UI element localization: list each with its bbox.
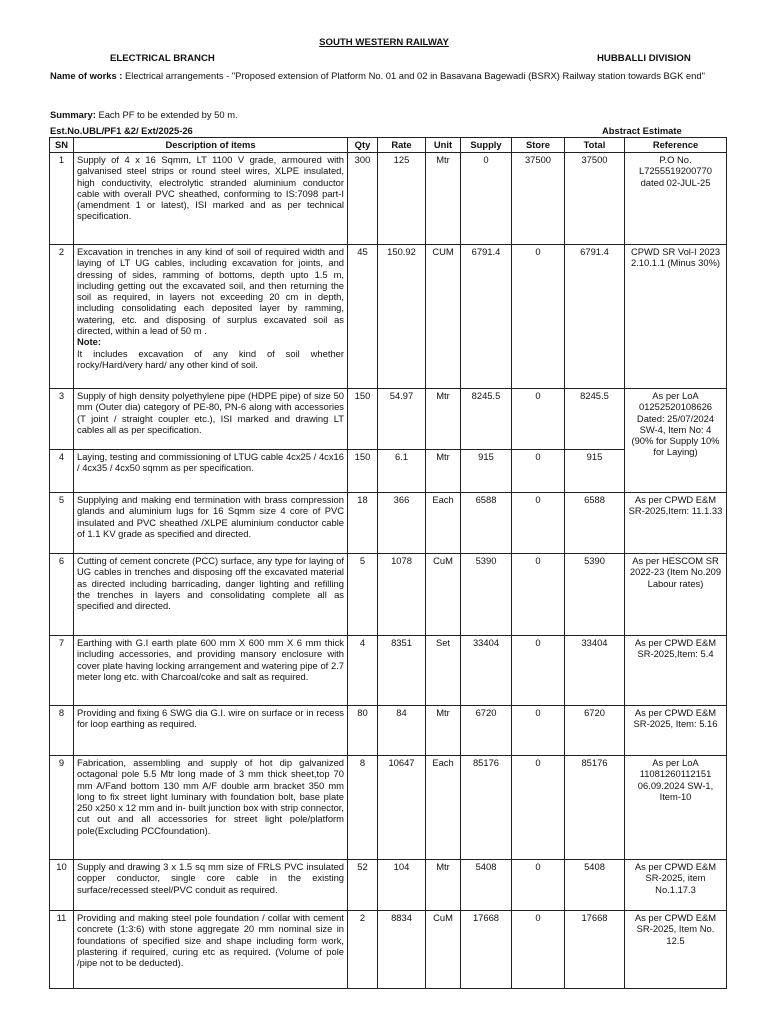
cell-total: 5390 xyxy=(565,554,625,636)
cell-store: 0 xyxy=(512,860,565,911)
cell-description: Supply of 4 x 16 Sqmm, LT 1100 V grade, armoured with galvanised steel strips or round steel wires, XLPE insulated, high conductivity, electrolytic stranded aluminium conductor cable with overall PVC sheathed, conforming to IS:7098 part-I (amendment 1 or latest), ISI marked and as per technical specification. xyxy=(74,153,348,245)
cell-store: 0 xyxy=(512,450,565,493)
cell-sn: 6 xyxy=(50,554,74,636)
cell-total: 33404 xyxy=(565,636,625,706)
cell-sn: 1 xyxy=(50,153,74,245)
cell-unit: Mtr xyxy=(426,860,461,911)
cell-store: 37500 xyxy=(512,153,565,245)
cell-sn: 3 xyxy=(50,389,74,450)
cell-rate: 8834 xyxy=(378,911,426,989)
cell-total: 5408 xyxy=(565,860,625,911)
cell-store: 0 xyxy=(512,389,565,450)
table-row xyxy=(50,636,727,706)
cell-rate: 10647 xyxy=(378,756,426,860)
cell-total: 6791.4 xyxy=(565,245,625,389)
table-row xyxy=(50,493,727,554)
col-header-rate: Rate xyxy=(378,138,426,153)
cell-rate: 1078 xyxy=(378,554,426,636)
table-row xyxy=(50,389,727,450)
cell-sn: 7 xyxy=(50,636,74,706)
cell-unit: Set xyxy=(426,636,461,706)
table-header-row xyxy=(50,138,727,153)
cell-sn: 11 xyxy=(50,911,74,989)
table-row xyxy=(50,860,727,911)
cell-description: Earthing with G.I earth plate 600 mm X 600 mm X 6 mm thick including accessories, and providing mansory enclosure with cover plate having locking arrangement and watering pipe of 2.7 meter long etc. with Charcoal/coke and salt as required. xyxy=(74,636,348,706)
cell-supply: 5408 xyxy=(461,860,512,911)
estimate-table xyxy=(49,137,727,989)
summary-label: Summary: xyxy=(50,109,96,120)
cell-rate: 125 xyxy=(378,153,426,245)
cell-rate: 104 xyxy=(378,860,426,911)
cell-description: Supply and drawing 3 x 1.5 sq mm size of FRLS PVC insulated copper conductor, single core cable in the existing surface/recessed steel/PVC conduit as required. xyxy=(74,860,348,911)
cell-supply: 6791.4 xyxy=(461,245,512,389)
cell-reference: As per HESCOM SR 2022-23 (Item No.209 Labour rates) xyxy=(625,554,727,636)
cell-qty: 150 xyxy=(348,450,378,493)
cell-qty: 150 xyxy=(348,389,378,450)
col-header-unit: Unit xyxy=(426,138,461,153)
summary xyxy=(50,109,238,120)
col-header-reference: Reference xyxy=(625,138,727,153)
cell-supply: 5390 xyxy=(461,554,512,636)
cell-total: 6588 xyxy=(565,493,625,554)
cell-sn: 2 xyxy=(50,245,74,389)
abstract-estimate-label: Abstract Estimate xyxy=(602,125,682,136)
cell-reference: As per CPWD E&M SR-2025,Item: 5.4 xyxy=(625,636,727,706)
cell-store: 0 xyxy=(512,636,565,706)
table-row xyxy=(50,706,727,756)
organization-title: SOUTH WESTERN RAILWAY xyxy=(319,37,449,48)
division-label: HUBBALLI DIVISION xyxy=(597,53,691,64)
note-text: It includes excavation of any kind of soil whether rocky/Hard/very hard/ any other kind of soil. xyxy=(77,347,344,370)
table-row xyxy=(50,911,727,989)
col-header-description: Description of items xyxy=(74,138,348,153)
cell-supply: 6720 xyxy=(461,706,512,756)
cell-qty: 8 xyxy=(348,756,378,860)
cell-sn: 5 xyxy=(50,493,74,554)
cell-reference: As per LoA 01252520108626 Dated: 25/07/2024 SW-4, Item No: 4 (90% for Supply 10% for Laying) xyxy=(625,389,727,493)
cell-supply: 33404 xyxy=(461,636,512,706)
cell-description: Providing and making steel pole foundation / collar with cement concrete (1:3:6) with stone aggregate 20 mm nominal size in foundations of specified size and shape including form work, plastering if required, curing etc as required. (Volume of pole /pipe not to be deducted). xyxy=(74,911,348,989)
cell-unit: CuM xyxy=(426,911,461,989)
cell-rate: 6.1 xyxy=(378,450,426,493)
cell-description: Fabrication, assembling and supply of hot dip galvanized octagonal pole 5.5 Mtr long made of 3 mm thick sheet,top 70 mm A/Fand bottom 130 mm A/F double arm bracket 350 mm long to fix street light luminary with foundation bolt, base plate 250 x250 x 12 mm and in- built junction box with strip connector, cut out and all accessories for street light pole/platform pole(Excluding PCCfoundation). xyxy=(74,756,348,860)
cell-sn: 4 xyxy=(50,450,74,493)
col-header-supply: Supply xyxy=(461,138,512,153)
works-text: Electrical arrangements - "Proposed extension of Platform No. 01 and 02 in Basavana Bagewadi (BSRX) Railway station towards BGK end" xyxy=(125,70,705,81)
cell-total: 8245.5 xyxy=(565,389,625,450)
cell-description: Providing and fixing 6 SWG dia G.I. wire on surface or in recess for loop earthing as required. xyxy=(74,706,348,756)
cell-rate: 150.92 xyxy=(378,245,426,389)
col-header-store: Store xyxy=(512,138,565,153)
cell-supply: 915 xyxy=(461,450,512,493)
cell-unit: Each xyxy=(426,493,461,554)
cell-rate: 8351 xyxy=(378,636,426,706)
cell-unit: Mtr xyxy=(426,450,461,493)
branch-label: ELECTRICAL BRANCH xyxy=(110,53,215,64)
cell-rate: 84 xyxy=(378,706,426,756)
cell-qty: 52 xyxy=(348,860,378,911)
table-row xyxy=(50,756,727,860)
cell-unit: Mtr xyxy=(426,153,461,245)
cell-total: 37500 xyxy=(565,153,625,245)
col-header-sn: SN xyxy=(50,138,74,153)
col-header-qty: Qty xyxy=(348,138,378,153)
cell-rate: 366 xyxy=(378,493,426,554)
summary-text: Each PF to be extended by 50 m. xyxy=(98,109,238,120)
cell-supply: 8245.5 xyxy=(461,389,512,450)
cell-reference: As per LoA 11081260112151 06.09.2024 SW-1, Item-10 xyxy=(625,756,727,860)
cell-total: 85176 xyxy=(565,756,625,860)
cell-total: 6720 xyxy=(565,706,625,756)
cell-store: 0 xyxy=(512,245,565,389)
cell-store: 0 xyxy=(512,493,565,554)
cell-description: Laying, testing and commissioning of LTUG cable 4cx25 / 4cx16 / 4cx35 / 4cx50 sqmm as per specification. xyxy=(74,450,348,493)
cell-qty: 2 xyxy=(348,911,378,989)
cell-sn: 10 xyxy=(50,860,74,911)
cell-qty: 4 xyxy=(348,636,378,706)
cell-store: 0 xyxy=(512,911,565,989)
cell-qty: 45 xyxy=(348,245,378,389)
cell-supply: 17668 xyxy=(461,911,512,989)
estimate-number: Est.No.UBL/PF1 &2/ Ext/2025-26 xyxy=(50,125,193,136)
cell-unit: CuM xyxy=(426,554,461,636)
cell-description: Supplying and making end termination with brass compression glands and aluminium lugs for 16 Sqmm size 4 core of PVC insulated and PVC sheathed /XLPE aluminium conductor cable of 1.1 KV grade as specified and directed. xyxy=(74,493,348,554)
table-row xyxy=(50,554,727,636)
cell-sn: 8 xyxy=(50,706,74,756)
cell-reference: As per CPWD E&M SR-2025, Item No. 12.5 xyxy=(625,911,727,989)
cell-qty: 80 xyxy=(348,706,378,756)
cell-supply: 6588 xyxy=(461,493,512,554)
cell-reference: CPWD SR Vol-I 2023 2.10.1.1 (Minus 30%) xyxy=(625,245,727,389)
cell-reference: As per CPWD E&M SR-2025,Item: 11.1.33 xyxy=(625,493,727,554)
cell-unit: Each xyxy=(426,756,461,860)
cell-reference: As per CPWD E&M SR-2025, Item: 5.16 xyxy=(625,706,727,756)
cell-description xyxy=(74,245,348,389)
description-text: Excavation in trenches in any kind of soil of required width and laying of LT UG cables, including excavation for joints, and dressing of sides, ramming of bottoms, depth upto 1.5 m, including getting out the excavated soil, and then returning the soil as required, in layers not exceeding 20 cm in depth, including consolidating each deposited layer by ramming, watering, etc. and disposing of surplus excavated soil as directed, within a lead of 50 m . xyxy=(77,246,344,337)
cell-total: 17668 xyxy=(565,911,625,989)
cell-qty: 5 xyxy=(348,554,378,636)
cell-supply: 85176 xyxy=(461,756,512,860)
cell-qty: 18 xyxy=(348,493,378,554)
cell-store: 0 xyxy=(512,756,565,860)
cell-unit: Mtr xyxy=(426,706,461,756)
cell-reference: P.O No. L7255519200770 dated 02-JUL-25 xyxy=(625,153,727,245)
cell-reference: As per CPWD E&M SR-2025, item No.1.17.3 xyxy=(625,860,727,911)
name-of-works xyxy=(50,69,730,82)
cell-unit: Mtr xyxy=(426,389,461,450)
cell-description: Cutting of cement concrete (PCC) surface, any type for laying of UG cables in trenches and disposing off the excavated material as directed including barricading, danger lighting and refilling the trenches in layers and consolidating complete all as specified and directed. xyxy=(74,554,348,636)
cell-total: 915 xyxy=(565,450,625,493)
cell-supply: 0 xyxy=(461,153,512,245)
cell-qty: 300 xyxy=(348,153,378,245)
cell-description: Supply of high density polyethylene pipe (HDPE pipe) of size 50 mm (Outer dia) category of PE-80, PN-6 along with accessories (T joint / straight coupler etc.), ISI marked and drawing LT cables all as per specification. xyxy=(74,389,348,450)
cell-unit: CUM xyxy=(426,245,461,389)
col-header-total: Total xyxy=(565,138,625,153)
works-label: Name of works : xyxy=(50,70,123,81)
cell-sn: 9 xyxy=(50,756,74,860)
cell-rate: 54.97 xyxy=(378,389,426,450)
note-label: Note: xyxy=(77,336,101,348)
table-row xyxy=(50,153,727,245)
cell-store: 0 xyxy=(512,706,565,756)
cell-store: 0 xyxy=(512,554,565,636)
table-row xyxy=(50,245,727,389)
